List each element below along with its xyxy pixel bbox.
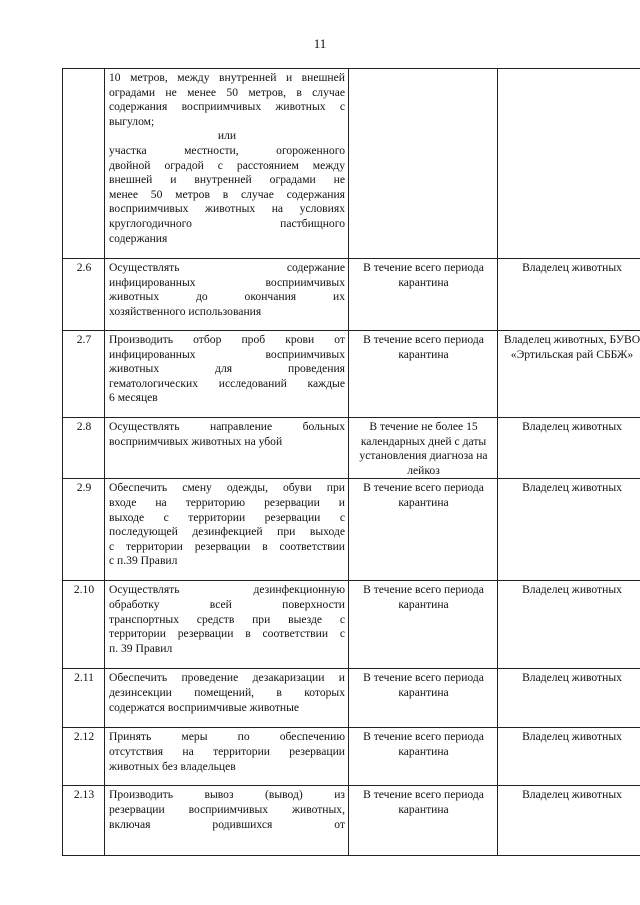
table-row	[63, 581, 640, 669]
term-cell: В течение всего периода карантина	[349, 669, 498, 728]
item-number: 2.7	[63, 331, 105, 418]
action-line: отсутствия на территории резервации	[109, 744, 345, 758]
action-line: животных для проведения	[109, 362, 345, 376]
item-number: 2.6	[63, 259, 105, 331]
action-line: последующей дезинфекцией при выходе	[109, 525, 345, 539]
action-line: Производить вывоз (вывод) из	[109, 788, 345, 802]
action-line: 10 метров, между внутренней и внешней	[109, 71, 345, 84]
action-line: выгулом;	[109, 114, 155, 128]
action-line: Осуществлять содержание	[109, 261, 345, 274]
action-line: животных до окончания их	[109, 290, 345, 304]
action-cell	[105, 69, 349, 259]
action-cell	[105, 259, 349, 331]
responsible-cell: Владелец животных, БУВО «Эртильская рай СББЖ»	[498, 331, 640, 418]
responsible-cell: Владелец животных	[498, 479, 640, 581]
action-cell	[105, 581, 349, 669]
action-line: инфицированных восприимчивых	[109, 275, 345, 289]
action-cell	[105, 331, 349, 418]
action-cell	[105, 418, 349, 479]
action-line: Обеспечить проведение дезакаризации и	[109, 671, 345, 685]
action-line: восприимчивых животных на условиях	[109, 202, 345, 216]
item-number: 2.11	[63, 669, 105, 728]
term-cell: В течение всего периода карантина	[349, 786, 498, 856]
action-line: круглогодичного пастбищного	[109, 216, 345, 230]
action-line: включая родившихся от	[109, 817, 345, 831]
action-line: территории резервации в соответствии с	[109, 627, 345, 641]
responsible-cell: Владелец животных	[498, 259, 640, 331]
table-row	[63, 259, 640, 331]
action-line: содержания восприимчивых животных с	[109, 100, 345, 114]
term-cell: В течение всего периода карантина	[349, 331, 498, 418]
term-cell: В течение всего периода карантина	[349, 728, 498, 786]
item-number: 2.8	[63, 418, 105, 479]
action-line: участка местности, огороженного	[109, 143, 345, 157]
page-number: 11	[313, 36, 327, 51]
action-line: Принять меры по обеспечению	[109, 730, 345, 744]
responsible-cell: Владелец животных	[498, 669, 640, 728]
item-number: 2.10	[63, 581, 105, 669]
table-row	[63, 331, 640, 418]
item-number: 2.12	[63, 728, 105, 786]
action-line: содержания	[109, 231, 168, 245]
action-line: инфицированных восприимчивых	[109, 347, 345, 361]
table-row	[63, 479, 640, 581]
term-cell: В течение всего периода карантина	[349, 259, 498, 331]
term-cell	[349, 69, 498, 259]
action-line: менее 50 метров в случае содержания	[109, 187, 345, 201]
action-line: Осуществлять направление больных	[109, 420, 345, 433]
responsible-cell: Владелец животных	[498, 418, 640, 479]
responsible-cell: Владелец животных	[498, 786, 640, 856]
action-line: Производить отбор проб крови от	[109, 333, 345, 346]
term-cell: В течение всего периода карантина	[349, 479, 498, 581]
action-line: хозяйственного использования	[109, 304, 262, 318]
table-row	[63, 728, 640, 786]
action-line: дезинсекции помещений, в которых	[109, 685, 345, 699]
action-line: обработку всей поверхности	[109, 597, 345, 611]
action-cell	[105, 479, 349, 581]
action-line: содержатся восприимчивые животные	[109, 700, 300, 714]
action-line: с п.39 Правил	[109, 554, 178, 568]
table-row	[63, 669, 640, 728]
action-line: входе на территорию резервации и	[109, 495, 345, 509]
action-cell	[105, 786, 349, 856]
action-cell	[105, 669, 349, 728]
term-cell: В течение не более 15 календарных дней с даты установления диагноза на лейкоз	[349, 418, 498, 479]
action-line: 6 месяцев	[109, 391, 158, 405]
action-line: выходе с территории резервации с	[109, 510, 345, 524]
measures-table	[62, 68, 640, 856]
table-row	[63, 69, 640, 259]
term-cell: В течение всего периода карантина	[349, 581, 498, 669]
table-body	[63, 69, 640, 856]
action-line: восприимчивых животных на убой	[109, 434, 283, 448]
action-line: внешней и внутренней оградами не	[109, 173, 345, 187]
action-line: Осуществлять дезинфекционную	[109, 583, 345, 597]
action-line: двойной оградой с расстоянием между	[109, 158, 345, 172]
item-number: 2.13	[63, 786, 105, 856]
responsible-cell	[498, 69, 640, 259]
action-line: п. 39 Правил	[109, 641, 173, 655]
table-row	[63, 418, 640, 479]
action-line: животных без владельцев	[109, 759, 236, 773]
action-line: транспортных средств при выезде с	[109, 612, 345, 626]
responsible-cell: Владелец животных	[498, 728, 640, 786]
action-line: гематологических исследований каждые	[109, 376, 345, 390]
action-line: Обеспечить смену одежды, обуви при	[109, 481, 345, 495]
action-line: резервации восприимчивых животных,	[109, 802, 345, 816]
action-cell	[105, 728, 349, 786]
action-line: оградами не менее 50 метров, в случае	[109, 85, 345, 99]
action-line: с территории резервации в соответствии	[109, 539, 345, 553]
action-line: или	[217, 129, 237, 143]
item-number	[63, 69, 105, 259]
responsible-cell: Владелец животных	[498, 581, 640, 669]
item-number: 2.9	[63, 479, 105, 581]
table-row	[63, 786, 640, 856]
